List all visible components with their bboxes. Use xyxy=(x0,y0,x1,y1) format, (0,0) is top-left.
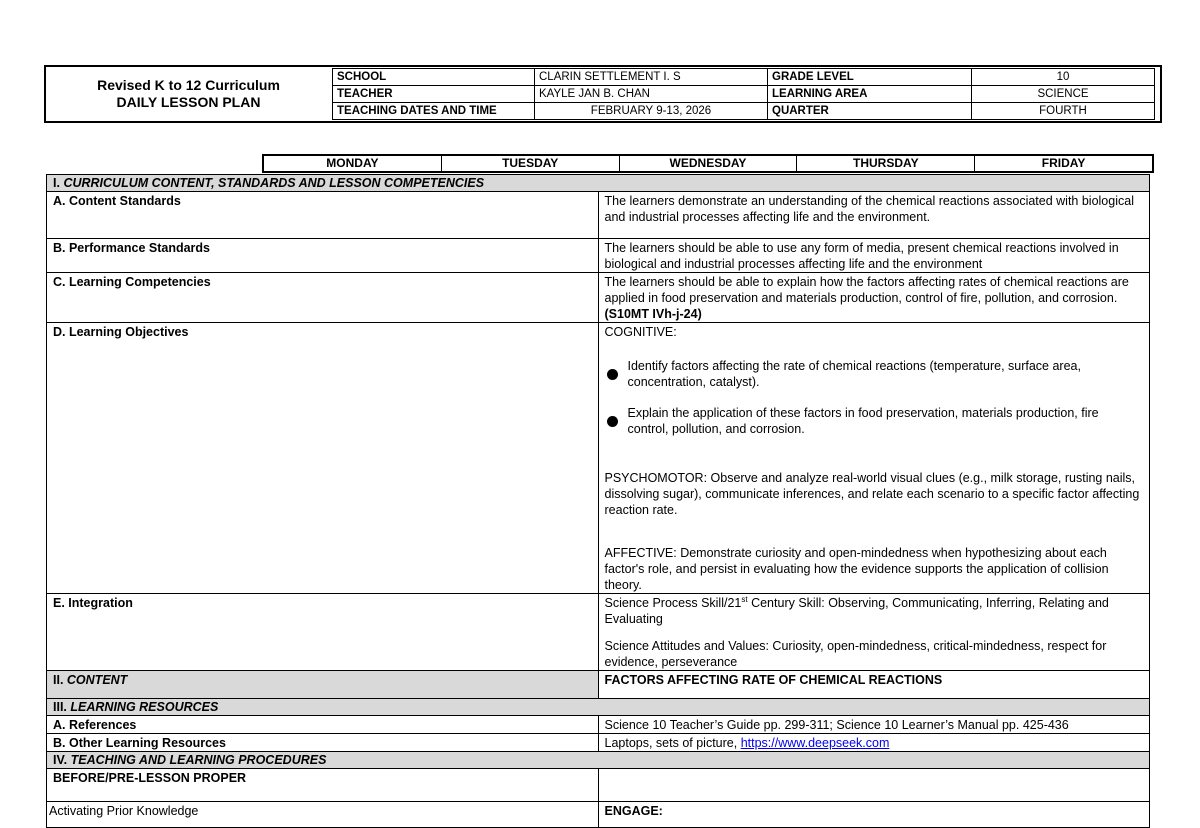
integration-row xyxy=(47,594,1150,671)
activating-prior-knowledge-label: Activating Prior Knowledge xyxy=(47,802,599,828)
title-line-1: Revised K to 12 Curriculum xyxy=(97,77,280,93)
grade-level-value: 10 xyxy=(972,69,1155,86)
section-procedures-row xyxy=(47,752,1150,769)
lesson-plan-table xyxy=(46,174,1150,828)
section-resources-heading xyxy=(47,699,1150,716)
grade-level-label: GRADE LEVEL xyxy=(768,69,972,86)
content-standards-text: The learners demonstrate an understanding of the chemical reactions associated with biological and industrial processes affecting life and the environment. xyxy=(598,192,1150,239)
bullet-icon xyxy=(607,369,618,380)
section-label: CURRICULUM CONTENT, STANDARDS AND LESSON COMPETENCIES xyxy=(63,176,485,190)
section-procedures-heading xyxy=(47,752,1150,769)
before-lesson-row xyxy=(47,769,1150,802)
learning-competencies-row xyxy=(47,273,1150,323)
content-topic: FACTORS AFFECTING RATE OF CHEMICAL REACTIONS xyxy=(598,671,1150,699)
quarter-label: QUARTER xyxy=(768,103,972,120)
learning-competencies-text: The learners should be able to explain how the factors affecting rates of chemical reactions are applied in food preservation and materials production, control of fire, pollution, and corrosion. xyxy=(604,275,1129,305)
content-standards-row xyxy=(47,192,1150,239)
section-numeral: I. xyxy=(53,176,60,190)
other-resources-label: B. Other Learning Resources xyxy=(47,734,599,752)
other-resources-cell xyxy=(598,734,1150,752)
other-resources-row xyxy=(47,734,1150,752)
learning-objectives-label: D. Learning Objectives xyxy=(47,323,599,594)
learning-area-value: SCIENCE xyxy=(972,86,1155,103)
header-row-school xyxy=(333,69,1155,86)
day-wednesday: WEDNESDAY xyxy=(620,156,798,171)
school-label: SCHOOL xyxy=(333,69,535,86)
references-text: Science 10 Teacher’s Guide pp. 299-311; Science 10 Learner’s Manual pp. 425-436 xyxy=(598,716,1150,734)
lesson-plan-header xyxy=(44,65,1162,123)
objective-text: Explain the application of these factors in food preservation, materials production, fire control, pollution, and corrosion. xyxy=(627,406,1099,436)
objective-bullet xyxy=(605,358,1144,390)
performance-standards-text: The learners should be able to use any form of media, present chemical reactions involved in biological and industrial processes affecting life and the environment xyxy=(598,239,1150,273)
integration-cell xyxy=(598,594,1150,671)
quarter-value: FOURTH xyxy=(972,103,1155,120)
integration-values: Science Attitudes and Values: Curiosity, open-mindedness, critical-mindedness, respect for evidence, perseverance xyxy=(604,639,1107,669)
section-label: CONTENT xyxy=(66,673,128,687)
objective-text: Identify factors affecting the rate of chemical reactions (temperature, surface area, concentration, catalyst). xyxy=(627,359,1081,389)
header-info-table xyxy=(332,68,1155,120)
other-resources-text: Laptops, sets of picture, xyxy=(604,736,741,750)
psychomotor-objective: PSYCHOMOTOR: Observe and analyze real-world visual clues (e.g., milk storage, rusting nails, dissolving sugar), communicate inferences, and relate each scenario to a specific factor affecting reaction rate. xyxy=(604,471,1140,517)
learning-area-label: LEARNING AREA xyxy=(768,86,972,103)
before-lesson-label: BEFORE/PRE-LESSON PROPER xyxy=(47,769,599,802)
section-resources-row xyxy=(47,699,1150,716)
section-numeral: II. xyxy=(53,673,64,687)
teacher-value: KAYLE JAN B. CHAN xyxy=(535,86,768,103)
integration-skills-list: Century Skill: Observing, Communicating, Inferring, Relating and Evaluating xyxy=(604,596,1109,626)
references-label: A. References xyxy=(47,716,599,734)
learning-objectives-cell xyxy=(598,323,1150,594)
objective-bullet xyxy=(605,405,1144,437)
day-monday: MONDAY xyxy=(264,156,442,171)
teaching-dates-label: TEACHING DATES AND TIME xyxy=(333,103,535,120)
engage-phase: ENGAGE: xyxy=(598,802,1150,828)
teaching-dates-value: FEBRUARY 9-13, 2026 xyxy=(535,103,768,120)
section-curriculum-row xyxy=(47,175,1150,192)
cognitive-heading: COGNITIVE: xyxy=(604,325,677,339)
integration-label: E. Integration xyxy=(47,594,599,671)
learning-competencies-cell xyxy=(598,273,1150,323)
title-line-2: DAILY LESSON PLAN xyxy=(116,94,261,110)
competency-code: (S10MT IVh-j-24) xyxy=(604,307,702,321)
resource-link[interactable]: https://www.deepseek.com xyxy=(740,736,890,750)
integration-skills-text: Science Process Skill/21 xyxy=(604,596,742,610)
affective-objective: AFFECTIVE: Demonstrate curiosity and open-mindedness when hypothesizing about each factor's role, and persist in evaluating how the evidence supports the application of collision theory. xyxy=(604,546,1109,592)
header-row-dates xyxy=(333,103,1155,120)
day-thursday: THURSDAY xyxy=(797,156,975,171)
section-curriculum-heading xyxy=(47,175,1150,192)
integration-skills xyxy=(605,595,1144,627)
document-title xyxy=(46,67,331,121)
day-tuesday: TUESDAY xyxy=(442,156,620,171)
activating-prior-knowledge-row xyxy=(47,802,1150,828)
header-row-teacher xyxy=(333,86,1155,103)
references-row xyxy=(47,716,1150,734)
section-label: LEARNING RESOURCES xyxy=(70,700,219,714)
section-numeral: IV. xyxy=(53,753,68,767)
content-standards-label: A. Content Standards xyxy=(47,192,599,239)
section-content-heading xyxy=(47,671,599,699)
learning-competencies-label: C. Learning Competencies xyxy=(47,273,599,323)
bullet-icon xyxy=(607,416,618,427)
school-value: CLARIN SETTLEMENT I. S xyxy=(535,69,768,86)
ordinal-suffix: st xyxy=(741,594,748,604)
section-numeral: III. xyxy=(53,700,67,714)
performance-standards-label: B. Performance Standards xyxy=(47,239,599,273)
content-row xyxy=(47,671,1150,699)
performance-standards-row xyxy=(47,239,1150,273)
learning-objectives-row xyxy=(47,323,1150,594)
day-friday: FRIDAY xyxy=(1041,156,1086,170)
weekday-header xyxy=(262,154,1154,173)
teacher-label: TEACHER xyxy=(333,86,535,103)
section-label: TEACHING AND LEARNING PROCEDURES xyxy=(70,753,327,767)
before-lesson-content xyxy=(598,769,1150,802)
